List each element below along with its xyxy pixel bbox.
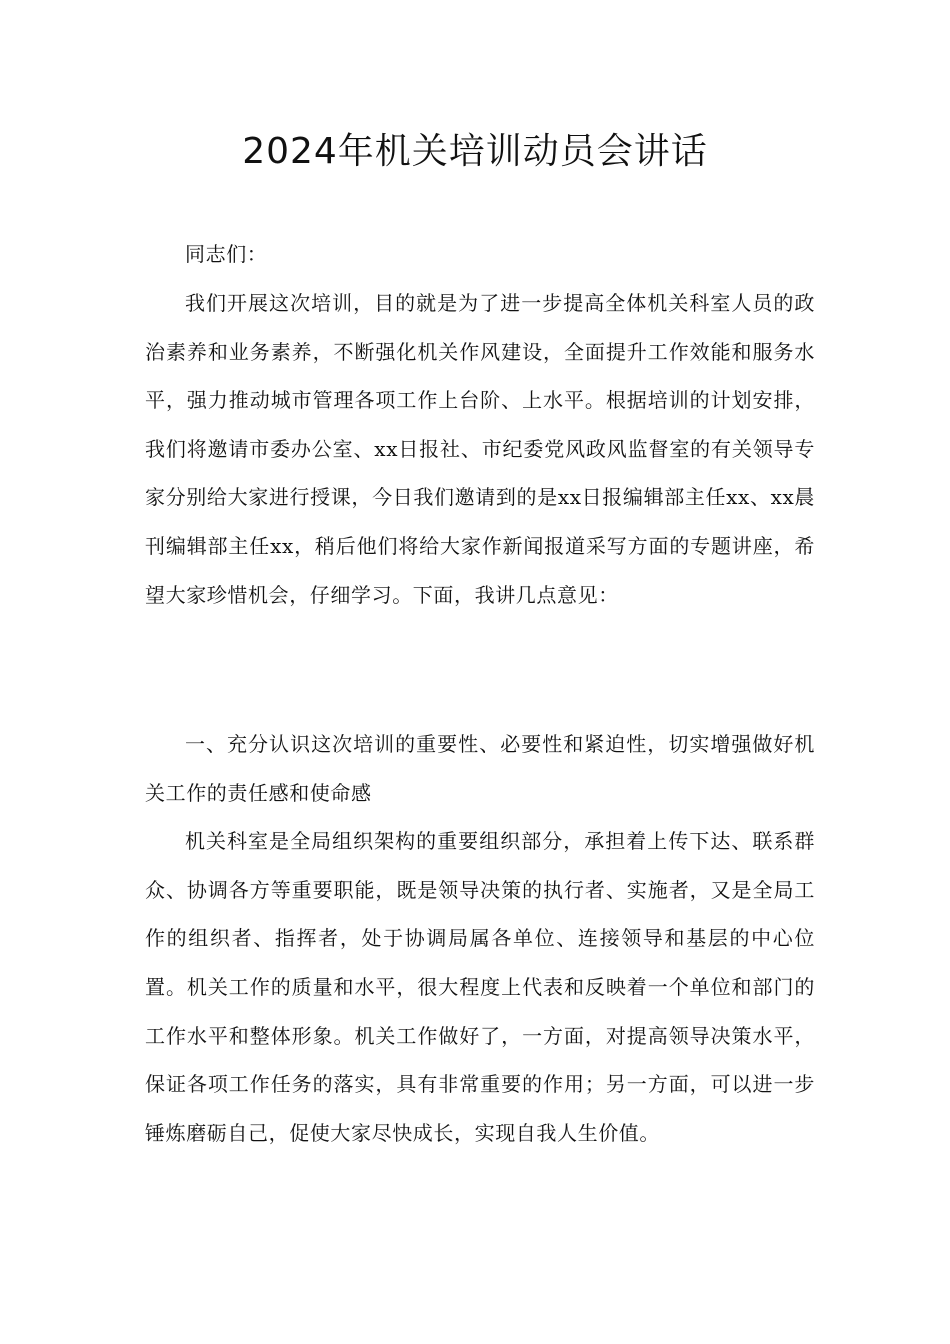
section-paragraph: 机关科室是全局组织架构的重要组织部分，承担着上传下达、联系群众、协调各方等重要职能，既是领导决策的执行者、实施者，又是全局工作的组织者、指挥者，处于协调局属各单位、连接领导和基层的中心位置。机关工作的质量和水平，很大程度上代表和反映着一个单位和部门的工作水平和整体形象。机关工作做好了，一方面，对提高领导决策水平，保证各项工作任务的落实，具有非常重要的作用；另一方面，可以进一步锤炼磨砺自己，促使大家尽快成长，实现自我人生价值。 (145, 829, 815, 1145)
section-one (145, 720, 815, 1157)
document-title: 2024年机关培训动员会讲话 (242, 131, 708, 172)
intro-paragraph: 我们开展这次培训，目的就是为了进一步提高全体机关科室人员的政治素养和业务素养，不断强化机关作风建设，全面提升工作效能和服务水平，强力推动城市管理各项工作上台阶、上水平。根据培训的计划安排，我们将邀请市委办公室、xx日报社、市纪委党风政风监督室的有关领导专家分别给大家进行授课，今日我们邀请到的是xx日报编辑部主任xx、xx晨刊编辑部主任xx，稍后他们将给大家作新闻报道采写方面的专题讲座，希望大家珍惜机会，仔细学习。下面，我讲几点意见： (145, 291, 815, 607)
greeting-text: 同志们： (185, 242, 268, 266)
intro-paragraph-block (145, 279, 815, 619)
section-heading: 一、充分认识这次培训的重要性、必要性和紧迫性，切实增强做好机关工作的责任感和使命感 (145, 732, 815, 805)
greeting (145, 230, 815, 279)
